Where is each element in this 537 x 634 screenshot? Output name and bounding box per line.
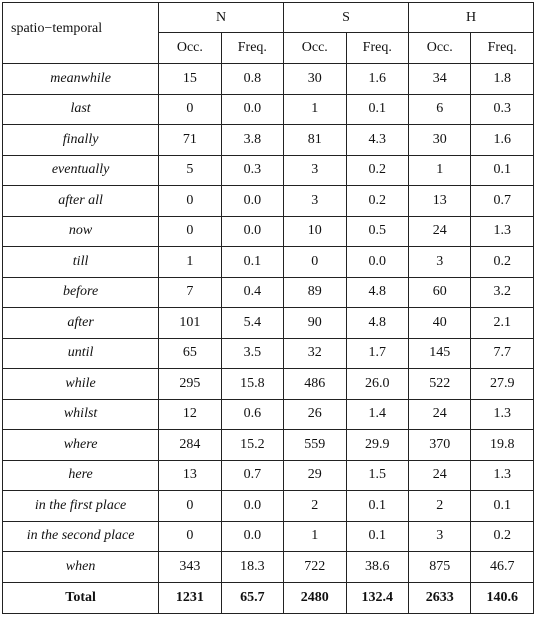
cell-n-occ: 101 (159, 308, 221, 339)
cell-s-freq: 4.3 (346, 125, 408, 156)
cell-h-freq: 1.8 (471, 64, 534, 95)
cell-h-freq: 0.2 (471, 521, 534, 552)
table-row (3, 186, 534, 217)
cell-h-occ: 40 (409, 308, 471, 339)
total-row (3, 582, 534, 613)
cell-s-freq: 4.8 (346, 277, 408, 308)
cell-s-occ: 1 (284, 521, 346, 552)
row-term: finally (3, 125, 159, 156)
table-row (3, 552, 534, 583)
cell-h-freq: 0.1 (471, 491, 534, 522)
cell-s-occ: 26 (284, 399, 346, 430)
subheader-occ: Occ. (159, 33, 221, 64)
cell-s-freq: 0.0 (346, 247, 408, 278)
cell-h-occ: 1 (409, 155, 471, 186)
cell-s-occ: 486 (284, 369, 346, 400)
cell-h-freq: 1.6 (471, 125, 534, 156)
cell-h-freq: 19.8 (471, 430, 534, 461)
row-term: now (3, 216, 159, 247)
table-row (3, 94, 534, 125)
cell-n-freq: 15.8 (221, 369, 283, 400)
cell-n-occ: 12 (159, 399, 221, 430)
cell-h-freq: 140.6 (471, 582, 534, 613)
cell-s-occ: 2480 (284, 582, 346, 613)
row-term: while (3, 369, 159, 400)
cell-s-occ: 30 (284, 64, 346, 95)
cell-n-freq: 15.2 (221, 430, 283, 461)
cell-n-occ: 0 (159, 186, 221, 217)
cell-n-freq: 0.4 (221, 277, 283, 308)
cell-s-occ: 0 (284, 247, 346, 278)
cell-s-occ: 1 (284, 94, 346, 125)
cell-n-occ: 0 (159, 521, 221, 552)
cell-h-occ: 24 (409, 216, 471, 247)
cell-n-occ: 13 (159, 460, 221, 491)
cell-n-occ: 7 (159, 277, 221, 308)
cell-n-freq: 3.5 (221, 338, 283, 369)
cell-s-freq: 0.1 (346, 491, 408, 522)
row-term: where (3, 430, 159, 461)
cell-s-freq: 1.6 (346, 64, 408, 95)
cell-h-occ: 6 (409, 94, 471, 125)
cell-n-occ: 284 (159, 430, 221, 461)
cell-n-occ: 65 (159, 338, 221, 369)
subheader-occ: Occ. (284, 33, 346, 64)
cell-h-freq: 1.3 (471, 460, 534, 491)
cell-h-occ: 3 (409, 247, 471, 278)
row-term: till (3, 247, 159, 278)
cell-h-occ: 3 (409, 521, 471, 552)
cell-h-occ: 522 (409, 369, 471, 400)
table-row (3, 64, 534, 95)
cell-n-freq: 0.0 (221, 186, 283, 217)
row-term: here (3, 460, 159, 491)
cell-n-freq: 0.0 (221, 521, 283, 552)
row-term: in the first place (3, 491, 159, 522)
cell-n-freq: 5.4 (221, 308, 283, 339)
cell-n-freq: 65.7 (221, 582, 283, 613)
row-term: in the second place (3, 521, 159, 552)
cell-s-freq: 0.1 (346, 94, 408, 125)
cell-n-freq: 18.3 (221, 552, 283, 583)
cell-h-occ: 24 (409, 460, 471, 491)
cell-h-freq: 0.2 (471, 247, 534, 278)
cell-s-occ: 559 (284, 430, 346, 461)
cell-h-occ: 60 (409, 277, 471, 308)
cell-s-occ: 722 (284, 552, 346, 583)
cell-n-occ: 0 (159, 94, 221, 125)
table-row (3, 277, 534, 308)
table-row (3, 430, 534, 461)
cell-n-freq: 0.6 (221, 399, 283, 430)
cell-n-freq: 0.3 (221, 155, 283, 186)
cell-n-occ: 1231 (159, 582, 221, 613)
cell-s-occ: 3 (284, 186, 346, 217)
subheader-freq: Freq. (471, 33, 534, 64)
subheader-occ: Occ. (409, 33, 471, 64)
cell-s-occ: 2 (284, 491, 346, 522)
cell-n-freq: 0.0 (221, 216, 283, 247)
cell-s-occ: 89 (284, 277, 346, 308)
cell-h-freq: 1.3 (471, 216, 534, 247)
cell-s-occ: 32 (284, 338, 346, 369)
cell-h-freq: 0.7 (471, 186, 534, 217)
cell-n-freq: 3.8 (221, 125, 283, 156)
cell-h-occ: 875 (409, 552, 471, 583)
cell-h-freq: 27.9 (471, 369, 534, 400)
cell-h-occ: 370 (409, 430, 471, 461)
frequency-table (2, 2, 534, 614)
cell-n-freq: 0.0 (221, 94, 283, 125)
row-term: after all (3, 186, 159, 217)
cell-s-freq: 0.2 (346, 186, 408, 217)
cell-n-occ: 0 (159, 216, 221, 247)
row-term: Total (3, 582, 159, 613)
cell-n-freq: 0.8 (221, 64, 283, 95)
cell-n-occ: 343 (159, 552, 221, 583)
row-term: meanwhile (3, 64, 159, 95)
table-row (3, 369, 534, 400)
row-term: eventually (3, 155, 159, 186)
cell-n-occ: 5 (159, 155, 221, 186)
table-row (3, 399, 534, 430)
cell-s-occ: 3 (284, 155, 346, 186)
corner-label: spatio−temporal (3, 3, 159, 64)
cell-n-occ: 71 (159, 125, 221, 156)
cell-h-freq: 46.7 (471, 552, 534, 583)
cell-s-freq: 0.2 (346, 155, 408, 186)
cell-n-freq: 0.7 (221, 460, 283, 491)
cell-h-freq: 3.2 (471, 277, 534, 308)
cell-h-occ: 2 (409, 491, 471, 522)
cell-s-freq: 1.7 (346, 338, 408, 369)
cell-h-freq: 2.1 (471, 308, 534, 339)
cell-h-freq: 0.3 (471, 94, 534, 125)
table-row (3, 338, 534, 369)
row-term: when (3, 552, 159, 583)
cell-s-occ: 81 (284, 125, 346, 156)
cell-s-freq: 132.4 (346, 582, 408, 613)
row-term: before (3, 277, 159, 308)
cell-s-freq: 0.1 (346, 521, 408, 552)
cell-h-occ: 30 (409, 125, 471, 156)
row-term: after (3, 308, 159, 339)
cell-s-freq: 4.8 (346, 308, 408, 339)
table-row (3, 308, 534, 339)
row-term: whilst (3, 399, 159, 430)
cell-h-freq: 0.1 (471, 155, 534, 186)
cell-n-freq: 0.1 (221, 247, 283, 278)
cell-h-freq: 7.7 (471, 338, 534, 369)
cell-h-freq: 1.3 (471, 399, 534, 430)
cell-n-freq: 0.0 (221, 491, 283, 522)
table-row (3, 521, 534, 552)
cell-s-freq: 26.0 (346, 369, 408, 400)
cell-n-occ: 15 (159, 64, 221, 95)
group-header-h: H (409, 3, 534, 33)
cell-h-occ: 34 (409, 64, 471, 95)
group-header-n: N (159, 3, 284, 33)
table-row (3, 155, 534, 186)
table-row (3, 216, 534, 247)
cell-h-occ: 24 (409, 399, 471, 430)
cell-n-occ: 295 (159, 369, 221, 400)
cell-s-freq: 1.5 (346, 460, 408, 491)
cell-n-occ: 0 (159, 491, 221, 522)
cell-n-occ: 1 (159, 247, 221, 278)
cell-h-occ: 2633 (409, 582, 471, 613)
cell-h-occ: 13 (409, 186, 471, 217)
table-row (3, 491, 534, 522)
subheader-freq: Freq. (221, 33, 283, 64)
row-term: last (3, 94, 159, 125)
row-term: until (3, 338, 159, 369)
cell-s-occ: 29 (284, 460, 346, 491)
group-header-s: S (284, 3, 409, 33)
subheader-freq: Freq. (346, 33, 408, 64)
cell-s-freq: 38.6 (346, 552, 408, 583)
table-row (3, 125, 534, 156)
cell-s-occ: 90 (284, 308, 346, 339)
header-row-groups (3, 3, 534, 33)
table-row (3, 247, 534, 278)
table-row (3, 460, 534, 491)
cell-s-freq: 0.5 (346, 216, 408, 247)
cell-h-occ: 145 (409, 338, 471, 369)
cell-s-freq: 1.4 (346, 399, 408, 430)
cell-s-occ: 10 (284, 216, 346, 247)
cell-s-freq: 29.9 (346, 430, 408, 461)
